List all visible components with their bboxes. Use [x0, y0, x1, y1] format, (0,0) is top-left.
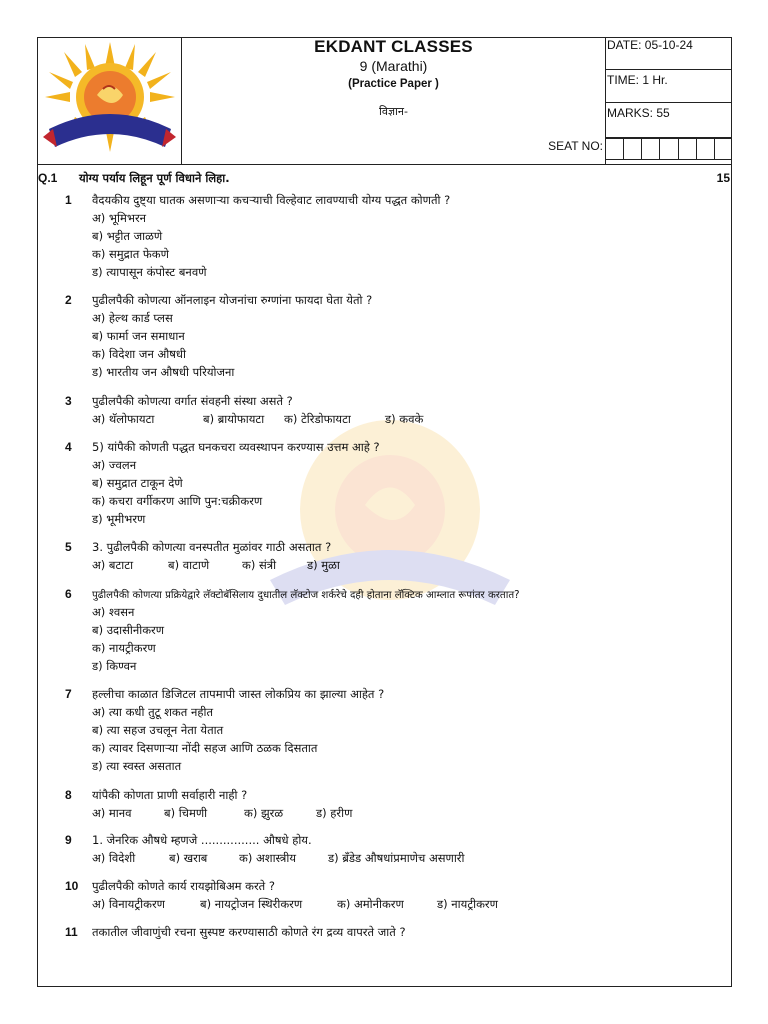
date-field: DATE: 05-10-24: [606, 37, 732, 70]
option: अ) भूमिभरन: [92, 211, 147, 225]
option: ब) फार्मा जन समाधान: [92, 329, 185, 343]
paper-type: (Practice Paper ): [348, 78, 439, 90]
question-text: हल्लीचा काळात डिजिटल तापमापी जास्त लोकप्रिय का झाल्या आहेत ?: [92, 687, 385, 701]
seat-box[interactable]: [697, 139, 715, 159]
option: अ) बटाटा: [92, 558, 134, 572]
option: क) विदेशा जन औषधी: [92, 347, 186, 361]
ekdant-logo-icon: [37, 37, 182, 164]
option: ब) वाटाणे: [168, 558, 210, 572]
seat-box[interactable]: [624, 139, 642, 159]
seat-box[interactable]: [606, 139, 624, 159]
question-text: पुढीलपैकी कोणत्या ऑनलाइन योजनांचा रुग्णांना फायदा घेता येतो ?: [92, 293, 373, 307]
option: अ) विनायट्रीकरण: [92, 897, 165, 911]
option: क) संत्री: [242, 558, 277, 572]
question-number: 4: [65, 440, 72, 454]
option: क) टेरिडोफायटा: [284, 412, 351, 426]
school-name: EKDANT CLASSES: [314, 37, 473, 56]
option: ड) त्यापासून कंपोस्ट बनवणे: [92, 265, 207, 279]
seat-box[interactable]: [660, 139, 678, 159]
info-cell: [605, 37, 732, 164]
option: ड) भूमीभरण: [92, 512, 146, 526]
option: ड) नायट्रीकरण: [437, 897, 498, 911]
question-number: 10: [65, 879, 79, 893]
option: अ) ज्वलन: [92, 458, 137, 472]
question-number: 5: [65, 540, 72, 554]
marks-field: MARKS: 55: [606, 103, 732, 138]
seat-number-boxes[interactable]: [606, 138, 732, 160]
option: अ) थॅलोफायटा: [92, 412, 155, 426]
option: ब) भट्टीत जाळणे: [92, 229, 163, 243]
option: क) कचरा वर्गीकरण आणि पुन:चक्रीकरण: [92, 494, 263, 508]
question-text: 5) यांपैकी कोणती पद्धत घनकचरा व्यवस्थापन करण्यास उत्तम आहे ?: [92, 440, 380, 454]
option: अ) त्या कधी तुटू शकत नहीत: [92, 705, 213, 719]
option: ब) नायट्रोजन स्थिरीकरण: [200, 897, 303, 911]
question-number: 6: [65, 587, 72, 601]
option: क) झुरळ: [244, 806, 284, 820]
option: ड) त्या स्वस्त असतात: [92, 759, 182, 773]
seat-box[interactable]: [715, 139, 732, 159]
question-text: यांपैकी कोणता प्राणी सर्वाहारी नाही ?: [92, 788, 248, 802]
option: क) अमोनीकरण: [337, 897, 404, 911]
option: अ) हेल्थ कार्ड प्लस: [92, 311, 173, 325]
question-number: 8: [65, 788, 72, 802]
question-text: पुढीलपैकी कोणत्या वर्गात संवहनी संस्था असते ?: [92, 394, 293, 408]
question-number: 1: [65, 193, 72, 207]
question-number: 3: [65, 394, 72, 408]
question-number: 7: [65, 687, 72, 701]
section-marks: 15: [716, 171, 730, 185]
class-name: 9 (Marathi): [359, 58, 428, 74]
seat-box[interactable]: [642, 139, 660, 159]
option: ड) मुळा: [307, 558, 340, 572]
question-text: पुढीलपैकी कोणते कार्य रायझोबिअम करते ?: [92, 879, 275, 893]
option: ड) कवके: [385, 412, 424, 426]
option: क) त्यावर दिसणाऱ्या नोंदी सहज आणि ठळक दिसतात: [92, 741, 318, 755]
option: अ) विदेशी: [92, 851, 136, 865]
option: क) समुद्रात फेकणे: [92, 247, 169, 261]
section-instruction: योग्य पर्याय लिहून पूर्ण विधाने लिहा.: [79, 171, 230, 185]
option: ड) ब्रँडेड औषधांप्रमाणेच असणारी: [328, 851, 465, 865]
option: क) नायट्रीकरण: [92, 641, 156, 655]
question-text: 3. पुढीलपैकी कोणत्या वनस्पतीत मुळांवर गाठी असतात ?: [92, 540, 332, 554]
question-number: 11: [65, 925, 78, 939]
option: ब) चिमणी: [164, 806, 208, 820]
option: ड) हरीण: [316, 806, 353, 820]
option: ब) त्या सहज उचलून नेता येतात: [92, 723, 224, 737]
option: ड) भारतीय जन औषधी परियोजना: [92, 365, 235, 379]
time-field: TIME: 1 Hr.: [606, 70, 732, 103]
option: ब) ब्रायोफायटा: [203, 412, 265, 426]
section-header: [37, 171, 732, 187]
question-number: 9: [65, 833, 72, 847]
question-text: पुढीलपैकी कोणत्या प्रक्रियेद्वारे लॅक्टोबॅसिलाय दुधातील लॅक्टोज शर्करेचे दही होताना लॅक्टिक आम्लात रूपांतर करतात?: [92, 590, 520, 601]
question-text: तकातील जीवाणुंची रचना सुस्पष्ट करण्यासाठी कोणते रंग द्रव्य वापरते जाते ?: [92, 925, 406, 939]
option: ड) किण्वन: [92, 659, 137, 673]
option: क) अशास्त्रीय: [239, 851, 297, 865]
question-text: वैदयकीय दुष्ट्या घातक असणाऱ्या कचऱ्याची विल्हेवाट लावण्याची योग्य पद्धत कोणती ?: [92, 193, 451, 207]
option: अ) मानव: [92, 806, 132, 820]
question-text: 1. जेनरिक औषधे म्हणजे ................ औषधे होय.: [92, 833, 312, 847]
option: अ) श्वसन: [92, 605, 135, 619]
seat-no-label: SEAT NO:: [548, 139, 603, 153]
option: ब) समुद्रात टाकून देणे: [92, 476, 183, 490]
header: [37, 37, 732, 165]
question-number: 2: [65, 293, 72, 307]
subject: विज्ञान-: [379, 105, 408, 118]
section-label: Q.1: [38, 171, 58, 185]
option: ब) उदासीनीकरण: [92, 623, 165, 637]
logo-cell: [37, 37, 182, 164]
title-cell: [182, 37, 605, 164]
option: ब) खराब: [169, 851, 208, 865]
seat-box[interactable]: [679, 139, 697, 159]
